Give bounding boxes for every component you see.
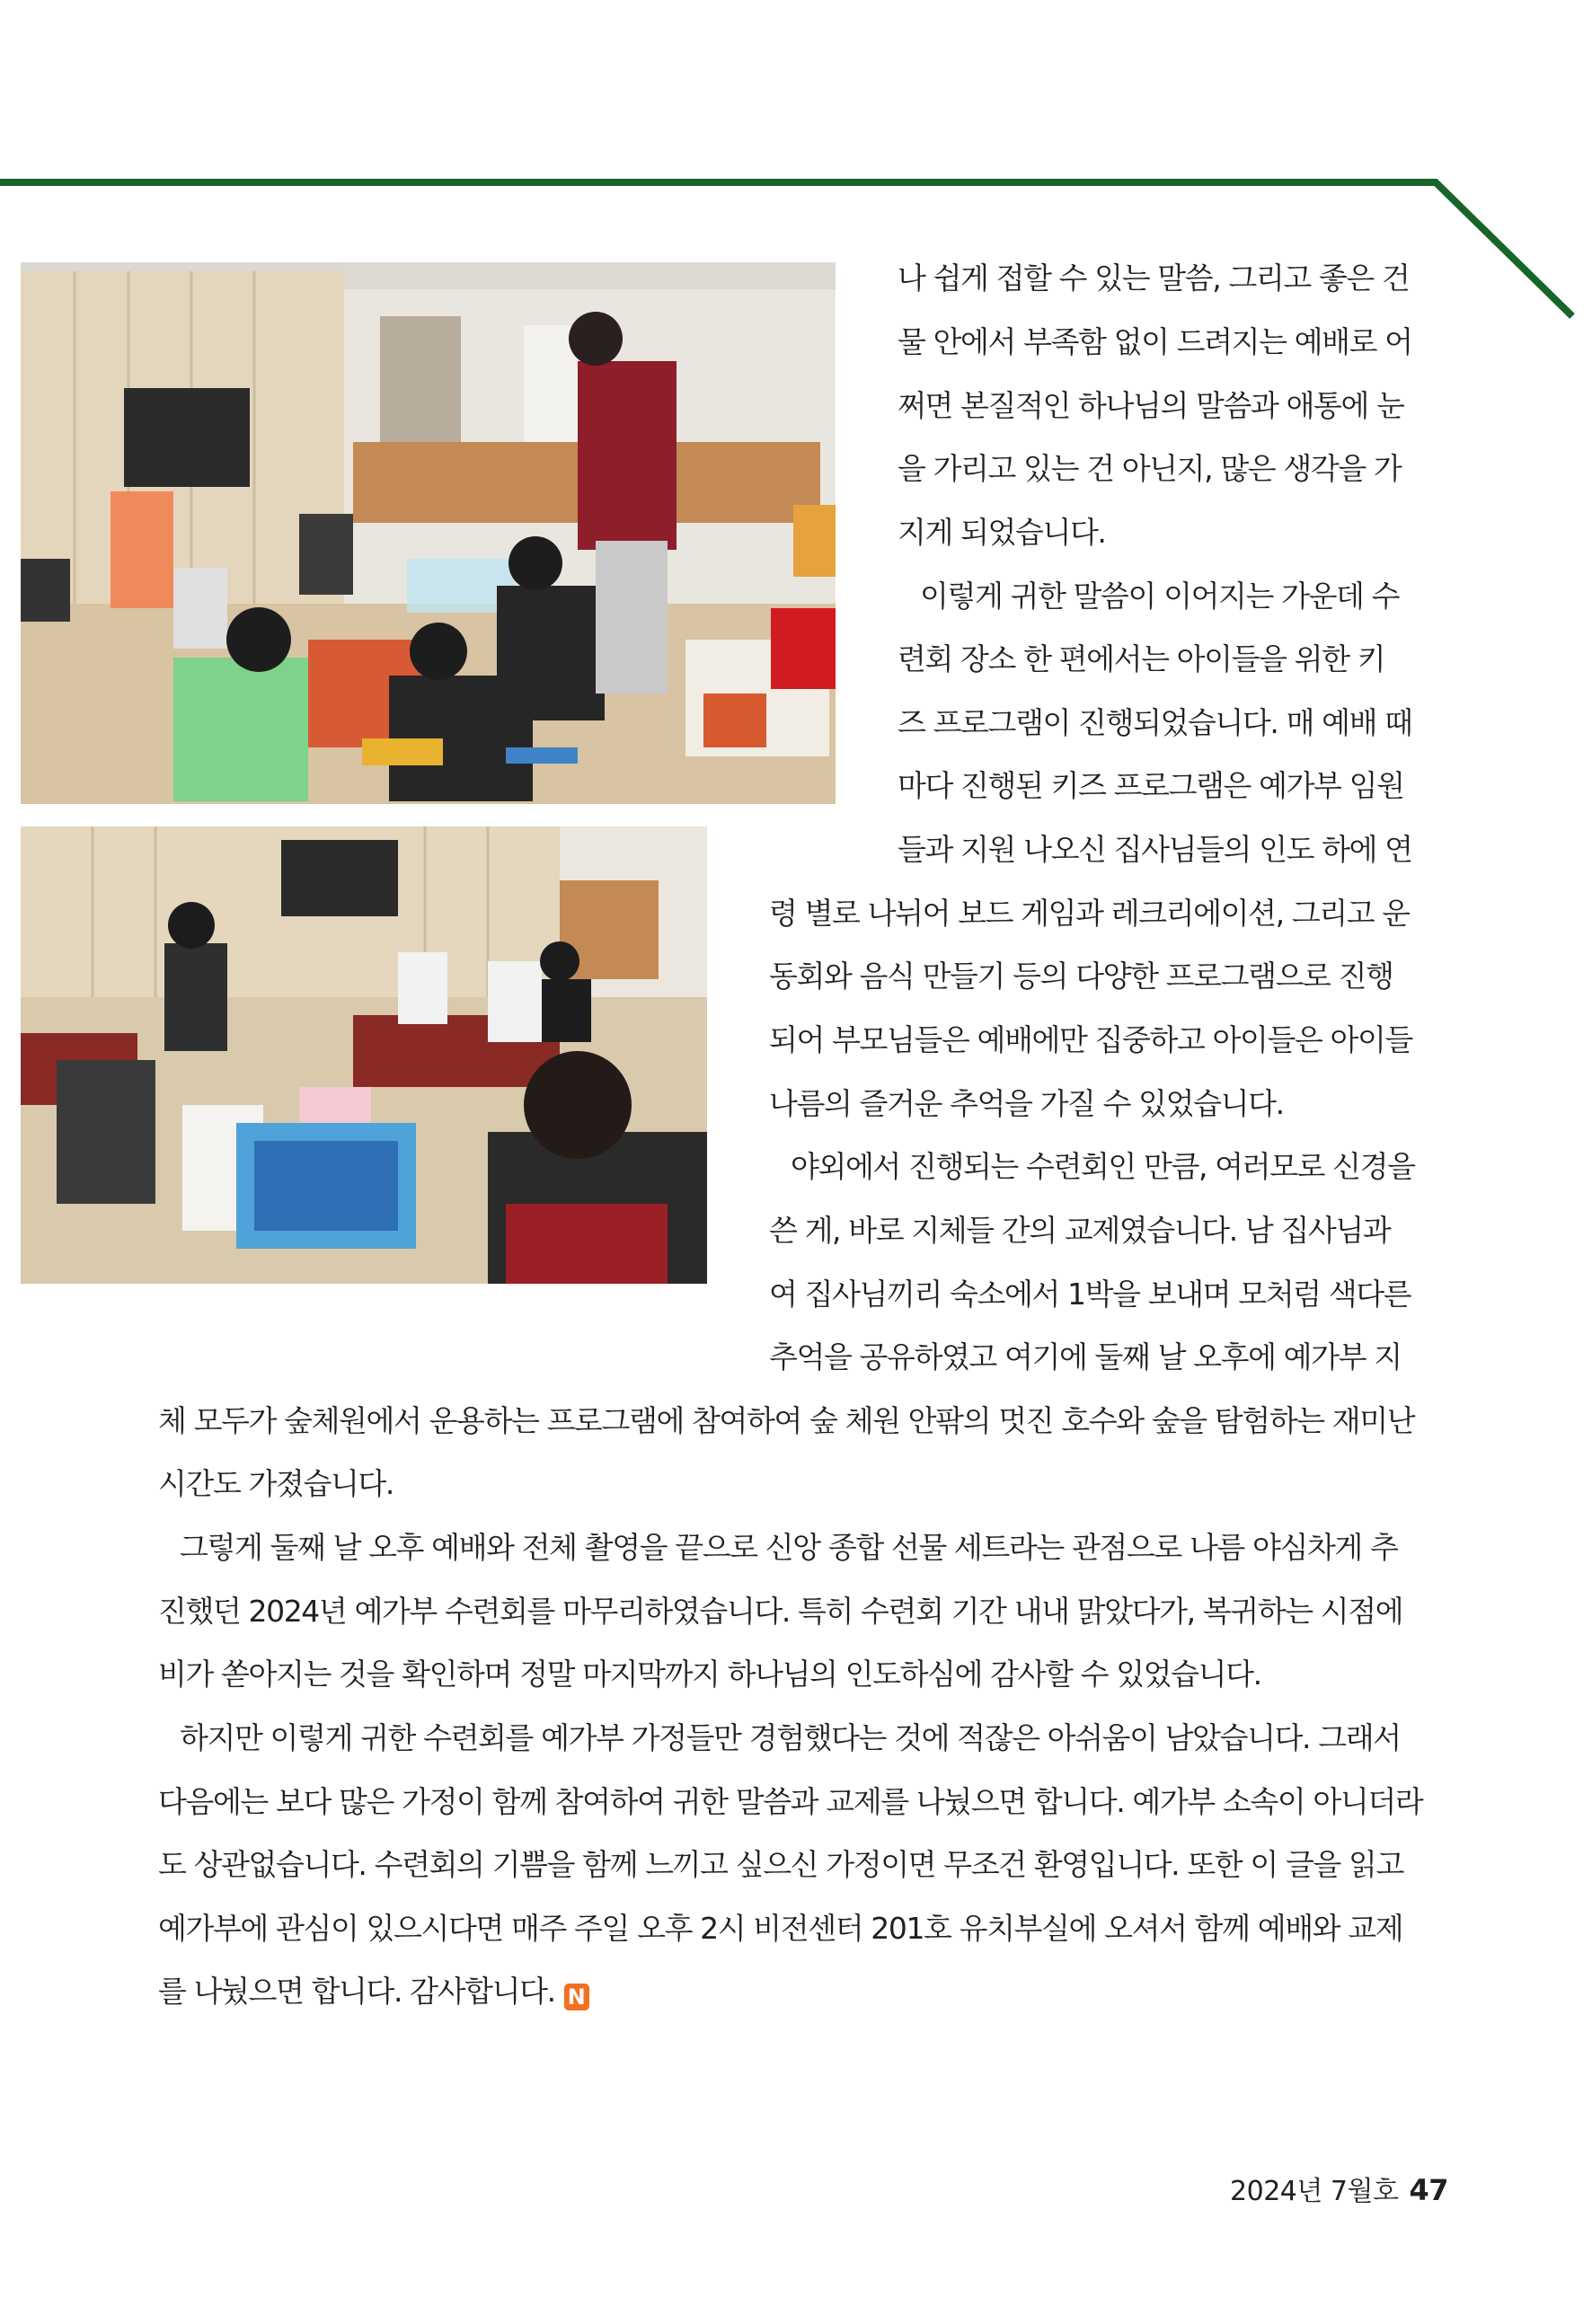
photo-kids-playing-blocks-icon — [21, 262, 836, 804]
body-line: 비가 쏟아지는 것을 확인하며 정말 마지막까지 하나님의 인도하심에 감사할 수 있었습니다. — [158, 1657, 1261, 1692]
body-line: 진했던 2024년 예가부 수련회를 마무리하였습니다. 특히 수련회 기간 내내 맑았다가, 복귀하는 시점에 — [158, 1594, 1403, 1629]
body-line: 을 가리고 있는 건 아닌지, 많은 생각을 가 — [898, 451, 1402, 486]
body-line: 령 별로 나뉘어 보드 게임과 레크리에이션, 그리고 운 — [769, 896, 1410, 931]
body-line: 도 상관없습니다. 수련회의 기쁨을 함께 느끼고 싶으신 가정이면 무조건 환영입니다. 또한 이 글을 읽고 — [158, 1847, 1403, 1882]
issue-label: 2024년 7월호 — [1230, 2176, 1399, 2207]
body-line: 나름의 즐거운 추억을 가질 수 있었습니다. — [769, 1086, 1284, 1121]
page-footer — [1230, 2172, 1448, 2210]
body-line: 련회 장소 한 편에서는 아이들을 위한 키 — [898, 641, 1385, 676]
body-line: 다음에는 보다 많은 가정이 함께 참여하여 귀한 말씀과 교제를 나눴으면 합니다. 예가부 소속이 아니더라 — [158, 1784, 1423, 1819]
body-line: 하지만 이렇게 귀한 수련회를 예가부 가정들만 경험했다는 것에 적잖은 아쉬움이 남았습니다. 그래서 — [180, 1720, 1401, 1755]
body-line: 시간도 가졌습니다. — [158, 1466, 394, 1501]
body-line: 이렇게 귀한 말씀이 이어지는 가운데 수 — [920, 579, 1400, 614]
body-line: 쩌면 본질적인 하나님의 말씀과 애통에 눈 — [898, 388, 1404, 423]
body-line: 되어 부모님들은 예배에만 집중하고 아이들은 아이들 — [769, 1022, 1412, 1057]
body-line: 물 안에서 부족함 없이 드려지는 예배로 어 — [898, 324, 1412, 359]
photo-kids-playing — [21, 262, 836, 804]
photo-reading-book — [21, 826, 707, 1284]
page-number: 47 — [1409, 2173, 1448, 2207]
body-line-text: 를 나눴으면 합니다. 감사합니다. — [158, 1974, 555, 2009]
photo-reading-picture-book-icon — [21, 826, 707, 1284]
body-line: 야외에서 진행되는 수련회인 만큼, 여러모로 신경을 — [791, 1149, 1415, 1184]
body-line: 즈 프로그램이 진행되었습니다. 매 예배 때 — [898, 705, 1412, 740]
body-line: 예가부에 관심이 있으시다면 매주 주일 오후 2시 비전센터 201호 유치부실에 오셔서 함께 예배와 교제 — [158, 1911, 1403, 1946]
body-line: 동회와 음식 만들기 등의 다양한 프로그램으로 진행 — [769, 959, 1393, 994]
body-line: 들과 지원 나오신 집사님들의 인도 하에 연 — [898, 832, 1412, 867]
body-line: 지게 되었습니다. — [898, 515, 1106, 550]
body-line: 마다 진행된 키즈 프로그램은 예가부 임원 — [898, 768, 1404, 803]
body-line: 체 모두가 숲체원에서 운용하는 프로그램에 참여하여 숲 체원 안팎의 멋진 호수와 숲을 탐험하는 재미난 — [158, 1403, 1415, 1438]
end-mark-n-icon: N — [564, 1984, 589, 2010]
body-line: 그렇게 둘째 날 오후 예배와 전체 촬영을 끝으로 신앙 종합 선물 세트라는 관점으로 나름 야심차게 추 — [180, 1530, 1398, 1565]
last-body-line — [158, 1974, 589, 2010]
body-line: 쓴 게, 바로 지체들 간의 교제였습니다. 남 집사님과 — [769, 1213, 1391, 1248]
body-line: 추억을 공유하였고 여기에 둘째 날 오후에 예가부 지 — [769, 1339, 1402, 1374]
body-line: 나 쉽게 접할 수 있는 말씀, 그리고 좋은 건 — [898, 261, 1410, 296]
body-line: 여 집사님끼리 숙소에서 1박을 보내며 모처럼 색다른 — [769, 1277, 1411, 1312]
